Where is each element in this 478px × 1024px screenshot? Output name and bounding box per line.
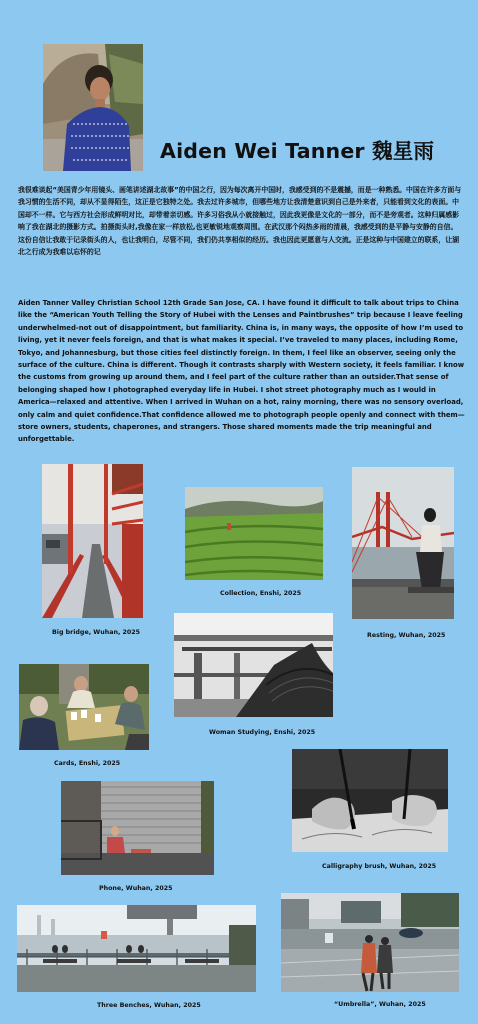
cards-photo <box>19 664 149 750</box>
caption-resting: Resting, Wuhan, 2025 <box>367 632 446 639</box>
umbrella-photo <box>281 893 459 992</box>
phone-photo <box>61 781 214 875</box>
caption-collection: Collection, Enshi, 2025 <box>220 590 302 597</box>
chinese-paragraph: 我很难谈起“美国青少年用镜头、画笔讲述湖北故事”的中国之行，因为每次离开中国时，我感受到的不是震撼，而是一种熟悉。中国在许多方面与我习惯的生活不同，却从不显得陌生，这正是它独特之处。我去过许多城市，但哪些地方让我清楚意识到自己是外来者，只能看到文化的表面。中国却不一样。它与西方社会形成鲜明对比，却带着亲切感。许多习俗我从小就接触过，因此我更像是文化的一部分，而不是旁观者。这种归属感影响了我在湖北的摄影方式。拍摄街头时,我像在家一样放松,也更敏锐地观察周围。在武汉那个闷热多雨的清晨，我感受到的是平静与安静的自信。这份自信让我敢于记录街头的人，也让我明白，尽管不同，我们仍共享相似的经历。我也因此更愿意与人交流。正是这种与中国建立的联系，让湖北之行成为我难以忘怀的记 <box>18 186 462 257</box>
calligraphy-photo <box>292 749 448 852</box>
three-benches-photo <box>17 905 256 992</box>
caption-big-bridge: Big bridge, Wuhan, 2025 <box>52 629 141 636</box>
collection-photo <box>185 487 323 580</box>
resting-photo <box>352 467 454 619</box>
caption-calligraphy: Calligraphy brush, Wuhan, 2025 <box>322 863 437 870</box>
caption-umbrella: “Umbrella”, Wuhan, 2025 <box>334 1001 426 1008</box>
english-paragraph: Aiden Tanner Valley Christian School 12th Grade San Jose, CA. I have found it difficult to talk about trips to China like the “American Youth Telling the Story of Hubei with the Lenses and Paintbrushes” trip because I leave feeling underwhelmed-not out of disappointment, but familiarity. China is, in many ways, the opposite of how I’m used to living, yet it never feels foreign, and that is what makes it special. I’ve traveled to many places, including Rome, Tokyo, and Johannesburg, but those cities feel distinctly foreign. In them, I feel like an observer, seeing only the surface of the culture. China is different. Though it contrasts sharply with Western society, it feels familiar. I know the customs from growing up around them, and I feel part of the culture rather than an outsider.That sense of belonging shaped how I photographed everyday life in Hubei. I shot street photography much as I would in America—relaxed and attentive. When I arrived in Wuhan on a hot, rainy morning, there was no sensory overload, only calm and quiet confidence.That confidence allowed me to photograph people openly and connect with them—store owners, students, chaperones, and strangers. Those shared moments made the trip meaningful and unforgettable. <box>18 299 465 444</box>
caption-three-benches: Three Benches, Wuhan, 2025 <box>97 1002 201 1009</box>
caption-cards: Cards, Enshi, 2025 <box>54 760 121 767</box>
page-title: Aiden Wei Tanner 魏星雨 <box>160 139 435 163</box>
woman-studying-photo <box>174 613 333 717</box>
caption-woman-studying: Woman Studying, Enshi, 2025 <box>209 729 316 736</box>
caption-phone: Phone, Wuhan, 2025 <box>99 885 173 892</box>
portrait-photo <box>43 44 143 171</box>
big-bridge-photo <box>42 464 143 618</box>
